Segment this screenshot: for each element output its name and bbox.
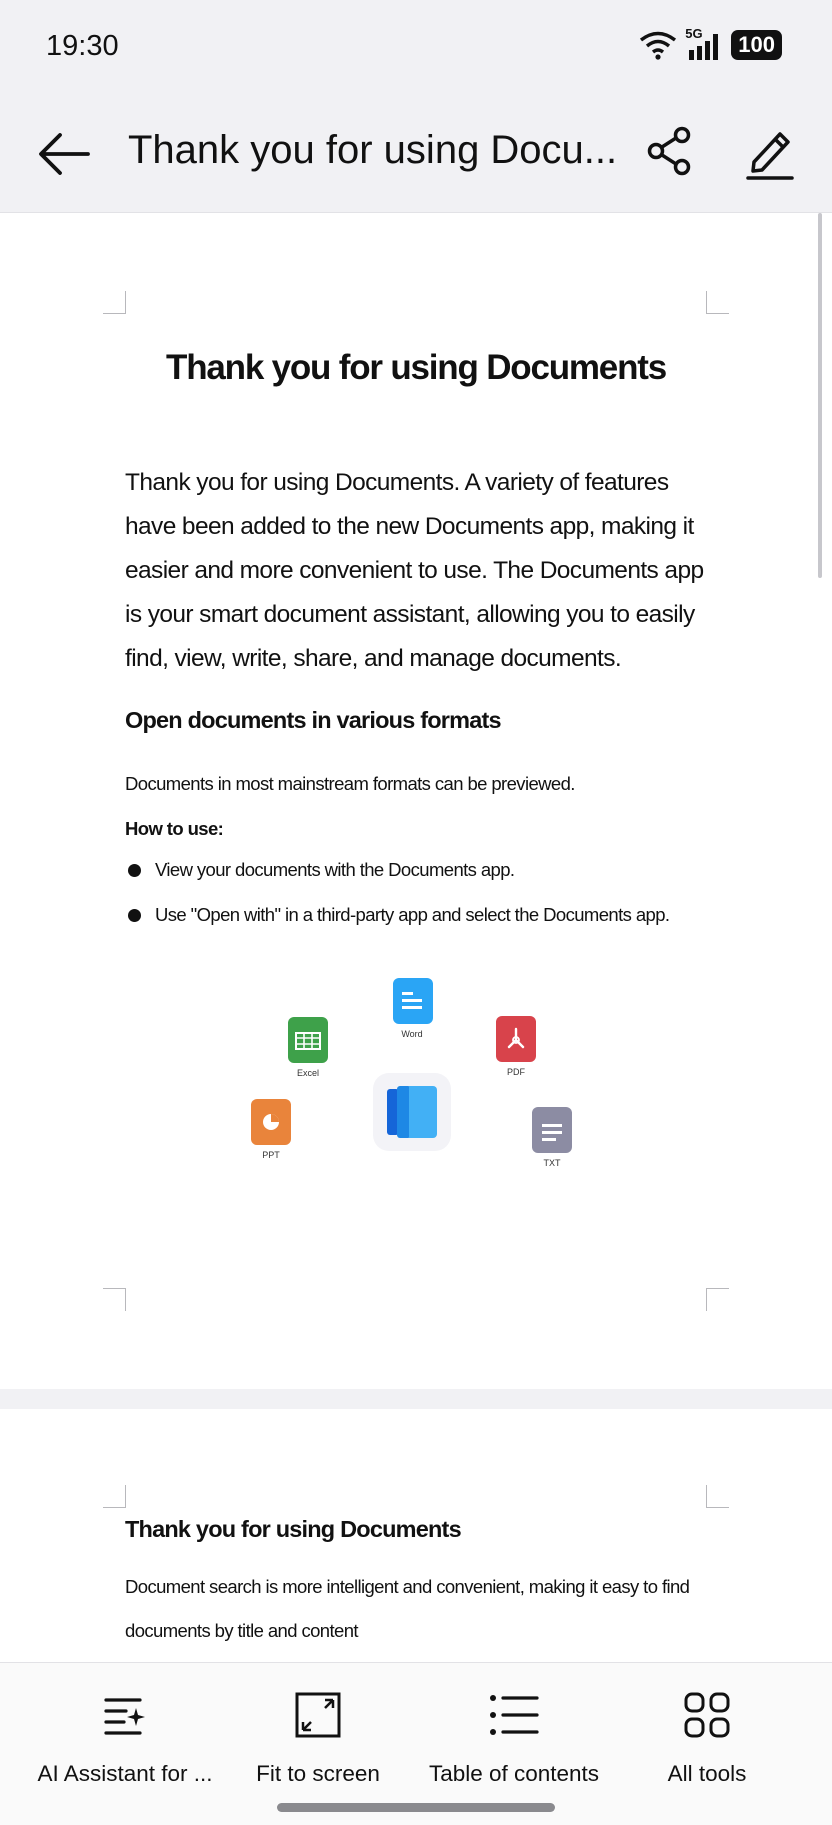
all-tools-label: All tools: [667, 1761, 747, 1786]
list-item: [128, 859, 514, 881]
table-of-contents-button[interactable]: [414, 1689, 614, 1787]
page-corner-mark: [706, 291, 729, 314]
battery-indicator: 100: [731, 30, 782, 60]
ai-assistant-button[interactable]: [25, 1689, 225, 1787]
page-title: Thank you for using Documents: [166, 348, 666, 387]
document-title: Thank you for using Docu...: [128, 128, 618, 172]
section-heading: Open documents in various formats: [125, 707, 501, 733]
word-label: Word: [401, 1029, 423, 1039]
status-time: 19:30: [46, 30, 119, 62]
ai-assistant-icon: [102, 1692, 148, 1738]
scrollbar[interactable]: [818, 213, 822, 578]
edit-pencil-icon: [740, 122, 800, 182]
page-corner-mark: [103, 291, 126, 314]
app-bar: [0, 96, 832, 213]
pdf-file-icon: [496, 1016, 536, 1062]
edit-button[interactable]: [740, 122, 800, 182]
list-item-text: View your documents with the Documents app.: [155, 859, 515, 880]
cellular-signal-icon: [685, 26, 723, 60]
bullet-icon: [128, 909, 141, 922]
back-arrow-icon: [34, 126, 94, 182]
list-item-text: Use "Open with" in a third-party app and select the Documents app.: [155, 904, 670, 925]
bullet-icon: [128, 864, 141, 877]
bottom-toolbar: [0, 1662, 832, 1825]
page-divider: [0, 1389, 832, 1409]
table-of-contents-label: Table of contents: [428, 1761, 600, 1786]
ppt-label: PPT: [262, 1150, 280, 1160]
fit-to-screen-icon: [294, 1691, 342, 1739]
all-tools-button[interactable]: [607, 1689, 807, 1787]
page2-heading: Thank you for using Documents: [125, 1516, 461, 1542]
page-corner-mark: [706, 1288, 729, 1311]
page-corner-mark: [103, 1485, 126, 1508]
excel-label: Excel: [296, 1068, 319, 1078]
page-corner-mark: [103, 1288, 126, 1311]
list-item: [128, 904, 669, 926]
txt-label: TXT: [543, 1158, 561, 1168]
status-icons: [639, 26, 782, 60]
ppt-file-icon: [251, 1099, 291, 1145]
section-text: Documents in most mainstream formats can be previewed.: [125, 773, 575, 794]
share-button[interactable]: [642, 122, 702, 182]
documents-app-logo: [373, 1073, 451, 1151]
page2-text: Document search is more intelligent and convenient, making it easy to find documents by title and content: [125, 1576, 690, 1641]
how-to-label: How to use:: [125, 818, 224, 839]
all-tools-icon: [683, 1691, 731, 1739]
share-icon: [642, 122, 702, 182]
document-viewer[interactable]: [0, 213, 832, 1661]
txt-file-icon: [532, 1107, 572, 1153]
page-corner-mark: [706, 1485, 729, 1508]
pdf-label: PDF: [507, 1067, 525, 1077]
intro-paragraph: Thank you for using Documents. A variety of features have been added to the new Documents app, making it easier and more convenient to use. The Documents app is your smart document assistant, allowing you to easily find, view, write, share, and manage documents.: [125, 469, 704, 672]
ai-assistant-label: AI Assistant for ...: [37, 1761, 213, 1786]
excel-file-icon: [288, 1017, 328, 1063]
fit-to-screen-button[interactable]: [218, 1689, 418, 1787]
word-file-icon: [393, 978, 433, 1024]
table-of-contents-icon: [489, 1692, 539, 1738]
home-indicator[interactable]: [277, 1803, 555, 1812]
back-button[interactable]: [34, 126, 94, 182]
network-type: 5G: [685, 26, 703, 41]
status-bar: [0, 0, 832, 96]
fit-to-screen-label: Fit to screen: [256, 1761, 380, 1786]
wifi-icon: [639, 30, 677, 60]
